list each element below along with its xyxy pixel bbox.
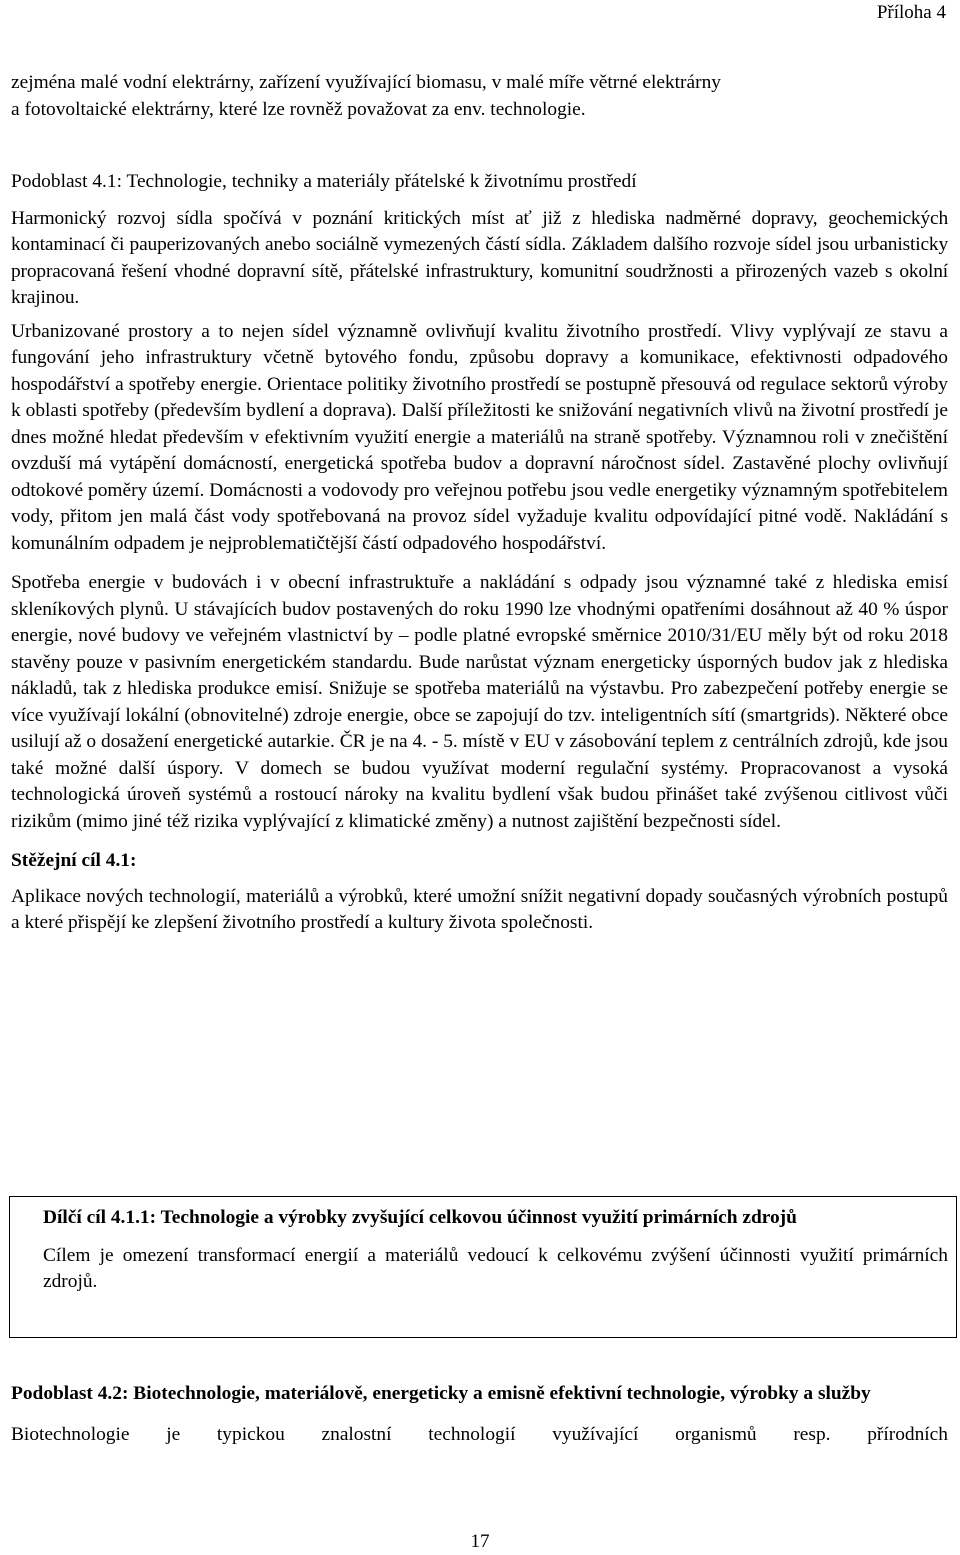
paragraph-1: Harmonický rozvoj sídla spočívá v poznání kritických míst ať již z hlediska nadměrné dopravy, geochemických kontaminací či pauperizovaných anebo sociálně vymezených částí sídla. Základem dalšího rozvoje sídel jsou urbanisticky propracovaná řešení vhodné dopravní sítě, přátelské infrastruktury, komunitní soudržnosti a přirozených vazeb s okolní krajinou. [11,207,948,308]
subsection-4-1-title: Podoblast 4.1: Technologie, techniky a materiály přátelské k životnímu prostředí [11,171,637,192]
intro-line-1: zejména malé vodní elektrárny, zařízení využívající biomasu, v malé míře větrné elektrárny [11,72,721,93]
sub-goal-title: Dílčí cíl 4.1.1: Technologie a výrobky zvyšující celkovou účinnost využití primárních zdrojů [43,1207,797,1228]
paragraph-2: Urbanizované prostory a to nejen sídel významně ovlivňují kvalitu životního prostředí. Vlivy vyplývají ze stavu a fungování jeho infrastruktury včetně bytového fondu, způsobu dopravy a komunikace, efektivnosti odpadového hospodářství a spotřeby energie. Orientace politiky životního prostředí se postupně přesouvá od regulace sektorů výroby k oblasti spotřeby (především bydlení a doprava). Další příležitosti ke snižování negativních vlivů na životní prostředí je dnes možné hledat především v efektivním využití energie a materiálů na straně spotřeby. Významnou roli v znečištění ovzduší má vytápění domácností, energetická spotřeba budov a dopravní náročnost sídel. Zastavěné plochy ovlivňují odtokové poměry území. Domácnosti a vodovody pro veřejnou potřebu jsou vedle energetiky významným spotřebitelem vody, přitom jen malá část vody spotřebovaná na provoz sídel vyžaduje kvalitu odpovídající pitné vodě. Nakládání s komunálním odpadem je nejproblematičtější částí odpadového hospodářství. [11,320,948,554]
key-goal-text: Aplikace nových technologií, materiálů a výrobků, které umožní snížit negativní dopady současných výrobních postupů a které přispějí ke zlepšení životního prostředí a kultury života společnosti. [11,885,948,933]
sub-goal-text: Cílem je omezení transformací energií a materiálů vedoucí k celkovému zvýšení účinnosti využití primárních zdrojů. [43,1244,948,1292]
document-body [11,70,948,937]
sub-goal-box [9,1196,957,1338]
appendix-label: Příloha 4 [876,2,946,23]
intro-line-2: a fotovoltaické elektrárny, které lze rovněž považovat za env. technologie. [11,98,586,120]
page-number: 17 [470,1531,490,1552]
subsection-4-2-title: Podoblast 4.2: Biotechnologie, materiálově, energeticky a emisně efektivní technologie, výrobky a služby [11,1383,871,1404]
key-goal-title: Stěžejní cíl 4.1: [11,850,137,871]
subsection-4-2-text: Biotechnologie je typickou znalostní technologií využívající organismů resp. přírodních [11,1423,948,1445]
paragraph-3: Spotřeba energie v budovách i v obecní infrastruktuře a nakládání s odpady jsou významné také z hlediska emisí skleníkových plynů. U stávajících budov postavených do roku 1990 lze vhodnými opatřeními dosáhnout až 40 % úspor energie, nové budovy ve veřejném vlastnictví by – podle platné evropské směrnice 2010/31/EU měly být od roku 2018 stavěny pouze v pasivním energetickém standardu. Bude narůstat význam energeticky úsporných budov jak z hlediska nákladů, tak z hlediska produkce emisí. Snižuje se spotřeba materiálů na výstavbu. Pro zabezpečení potřeby energie se více využívají lokální (obnovitelné) zdroje energie, obce se zapojují do tzv. inteligentních sítí (smartgrids). Některé obce usilují až o dosažení energetické autarkie. ČR je na 4. - 5. místě v EU v zásobování teplem z centrálních zdrojů, kde jsou také možné další úspory. V domech se budou využívat moderní regulační systémy. Propracovanost a vysoká technologická úroveň systémů a rostoucí nároky na kvalitu bydlení však budou přinášet také zvýšenou citlivost vůči rizikům (mimo jiné též rizika vyplývající z klimatické změny) a nutnost zajištění bezpečnosti sídel. [11,572,948,832]
